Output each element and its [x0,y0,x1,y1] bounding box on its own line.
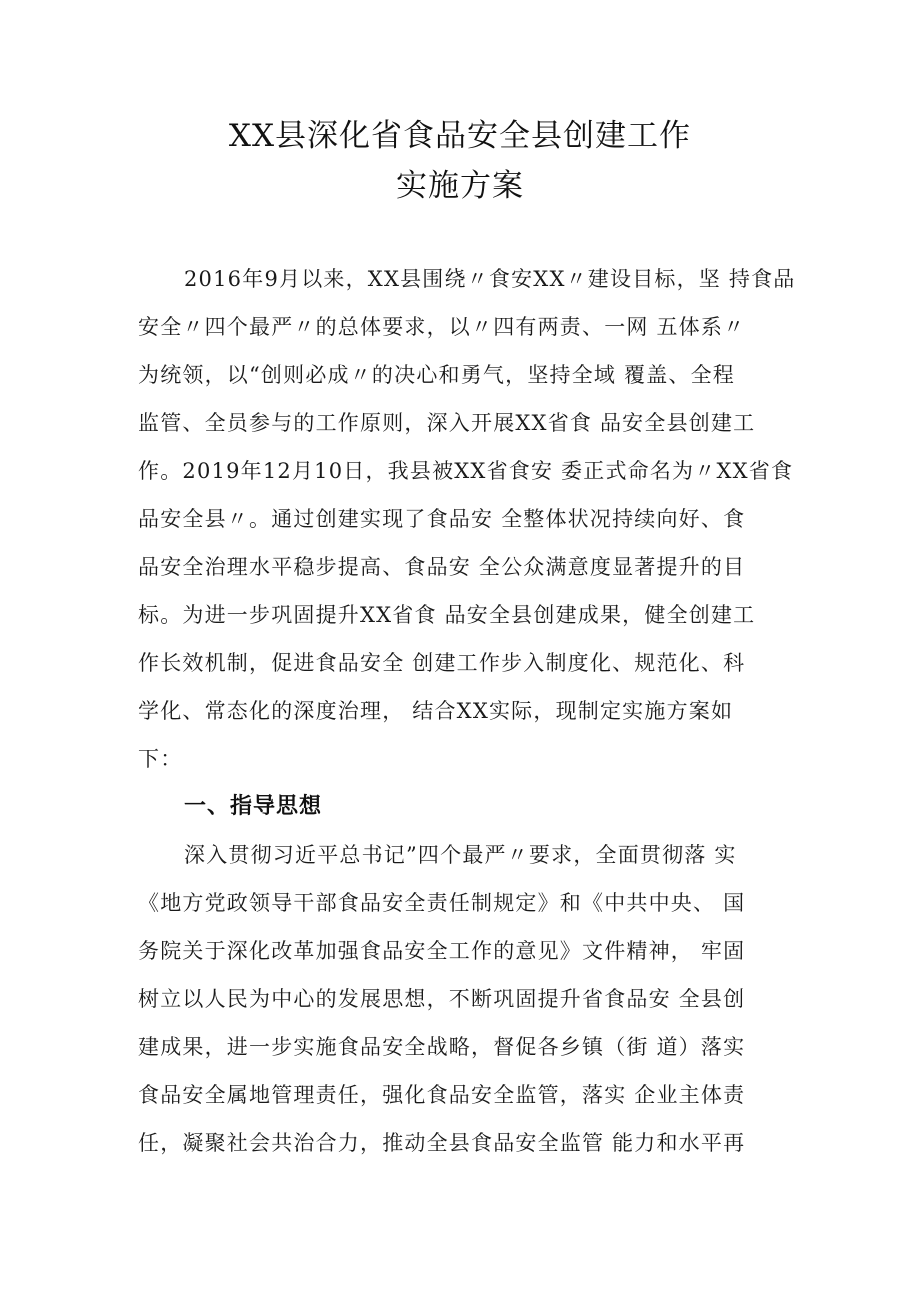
paragraph-line: 学化、常态化的深度治理， 结合XX实际，现制定实施方案如 [138,699,734,723]
paragraph-line: 作长效机制，促进食品安全 创建工作步入制度化、规范化、科 [138,651,746,675]
document-title-line-1: XX县深化省食品安全县创建工作 [228,118,692,154]
paragraph-line: 树立以人民为中心的发展思想，不断巩固提升省食品安 全县创 [138,987,746,1011]
paragraph-line: 2016年9月以来，XX县围绕〃食安XX〃建设目标，坚 持食品 [184,267,796,291]
section-heading-guiding-thought: 一、指导思想 [184,794,323,819]
paragraph-line: 食品安全属地管理责任，强化食品安全监管，落实 企业主体责 [138,1083,746,1107]
paragraph-line: 品安全县〃。通过创建实现了食品安 全整体状况持续向好、食 [138,507,746,531]
paragraph-line: 任，凝聚社会共治合力，推动全县食品安全监管 能力和水平再 [138,1131,746,1155]
paragraph-line: 务院关于深化改革加强食品安全工作的意见》文件精神， 牢固 [138,939,746,963]
paragraph-line: 监管、全员参与的工作原则，深入开展XX省食 品安全县创建工 [138,411,756,435]
paragraph-line: 安全〃四个最严〃的总体要求，以〃四有两责、一网 五体系〃 [138,315,746,339]
paragraph-line: 《地方党政领导干部食品安全责任制规定》和《中共中央、 国 [138,891,746,915]
document-title-line-2: 实施方案 [396,168,524,204]
paragraph-line: 标。为进一步巩固提升XX省食 品安全县创建成果，健全创建工 [138,603,756,627]
paragraph-line: 为统领，以“创则必成〃的决心和勇气，坚持全域 覆盖、全程 [138,363,736,387]
paragraph-line: 下： [138,747,183,771]
paragraph-line: 深入贯彻习近平总书记”四个最严〃要求，全面贯彻落 实 [184,843,737,867]
paragraph-line: 建成果，进一步实施食品安全战略，督促各乡镇（街 道）落实 [138,1035,746,1059]
paragraph-line: 品安全治理水平稳步提高、食品安 全公众满意度显著提升的目 [138,555,746,579]
paragraph-line: 作。2019年12月10日，我县被XX省食安 委正式命名为〃XX省食 [138,459,794,483]
